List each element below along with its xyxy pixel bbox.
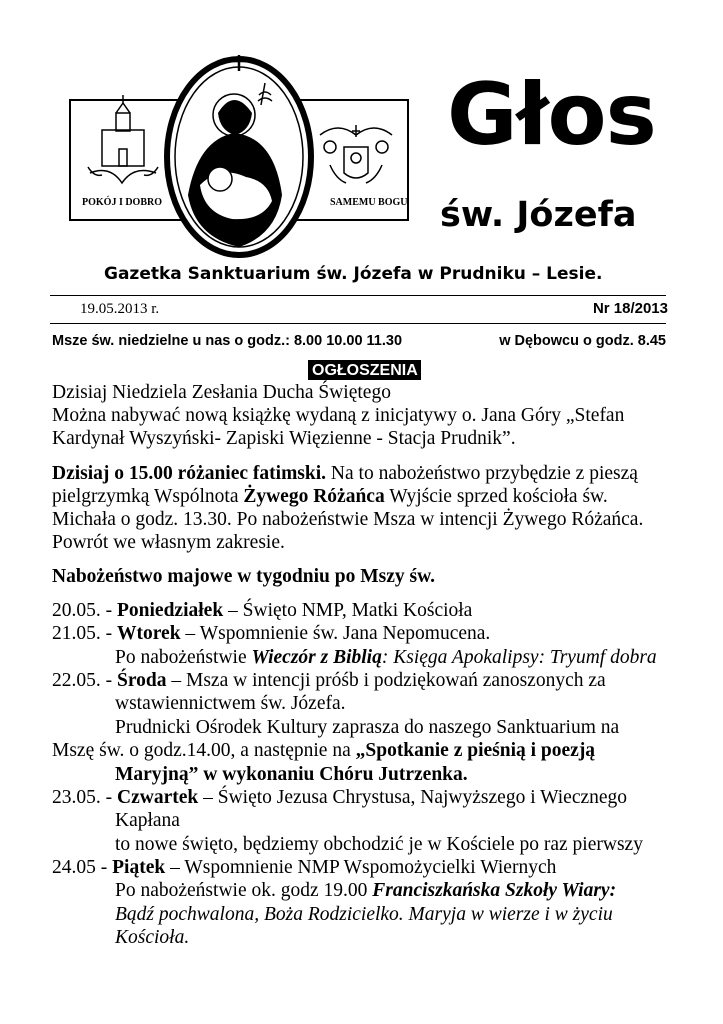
mass-times <box>52 333 666 349</box>
svg-text:POKÓJ I DOBRO: POKÓJ I DOBRO <box>82 197 163 208</box>
schedule-line: 20.05. - Poniedziałek – Święto NMP, Matki Kościoła <box>52 600 473 621</box>
schedule-line: Po nabożeństwie ok. godz 19.00 Franciszkańska Szkoły Wiary: <box>115 880 617 901</box>
masthead-subtitle-name: św. Józefa <box>440 195 637 235</box>
announcement-line: Powrót we własnym zakresie. <box>52 532 285 553</box>
schedule-line: Bądź pochwalona, Boża Rodzicielko. Maryja w wierze i w życiu <box>115 904 613 925</box>
divider <box>50 323 666 324</box>
schedule-line: Mszę św. o godz.14.00, a następnie na „Spotkanie z pieśnią i poezją <box>52 740 596 761</box>
schedule-line: wstawiennictwem św. Józefa. <box>115 693 346 714</box>
schedule-line: Kościoła. <box>115 927 190 948</box>
section-badge: OGŁOSZENIA <box>308 360 421 380</box>
schedule-line: Po nabożeństwie Wieczór z Biblią: Księga Apokalipsy: Tryumf dobra <box>115 647 657 668</box>
schedule-line: 21.05. - Wtorek – Wspomnienie św. Jana Nepomucena. <box>52 623 491 644</box>
section-heading: Nabożeństwo majowe w tygodniu po Mszy św. <box>52 566 435 587</box>
announcement-line: Dzisiaj Niedziela Zesłania Ducha Świętego <box>52 382 391 403</box>
announcement-line: Można nabywać nową książkę wydaną z inicjatywy o. Jana Góry „Stefan <box>52 405 625 426</box>
schedule-line: Kapłana <box>115 810 180 831</box>
issue-date: 19.05.2013 r. <box>80 301 160 317</box>
announcement-line: Michała o godz. 13.30. Po nabożeństwie Msza w intencji Żywego Różańca. <box>52 509 644 530</box>
mass-sunday: Msze św. niedzielne u nas o godz.: 8.00 10.00 11.30 <box>52 333 403 349</box>
schedule-line: 23.05. - Czwartek – Święto Jezusa Chrystusa, Najwyższego i Wiecznego <box>52 787 628 808</box>
announcement-line: pielgrzymką Wspólnota Żywego Różańca Wyjście sprzed kościoła św. <box>52 486 608 507</box>
coat-of-arms-icon <box>320 125 392 183</box>
schedule-line: Maryjną” w wykonaniu Chóru Jutrzenka. <box>115 764 468 785</box>
schedule-line: Prudnicki Ośrodek Kultury zaprasza do naszego Sanktuarium na <box>115 717 620 738</box>
schedule-line: 24.05 - Piątek – Wspomnienie NMP Wspomożycielki Wiernych <box>52 857 557 878</box>
issue-number: Nr 18/2013 <box>592 300 668 317</box>
church-icon <box>88 95 158 183</box>
masthead-title: Głos <box>447 65 656 165</box>
schedule-line: to nowe święto, będziemy obchodzić je w Kościele po raz pierwszy <box>115 834 643 855</box>
svg-text:SAMEMU BOGU: SAMEMU BOGU <box>330 197 408 208</box>
divider <box>50 295 666 296</box>
announcement-line: Kardynał Wyszyński- Zapiski Więzienne - Stacja Prudnik”. <box>52 428 516 449</box>
gazette-subtitle: Gazetka Sanktuarium św. Józefa w Prudniku – Lesie. <box>104 264 603 284</box>
mass-debowiec: w Dębowcu o godz. 8.45 <box>499 333 666 349</box>
announcement-line: Dzisiaj o 15.00 różaniec fatimski. Na to nabożeństwo przybędzie z pieszą <box>52 463 638 484</box>
schedule-line: 22.05. - Środa – Msza w intencji próśb i podziękowań zanoszonych za <box>52 670 606 691</box>
sanctuary-logo <box>68 55 410 260</box>
